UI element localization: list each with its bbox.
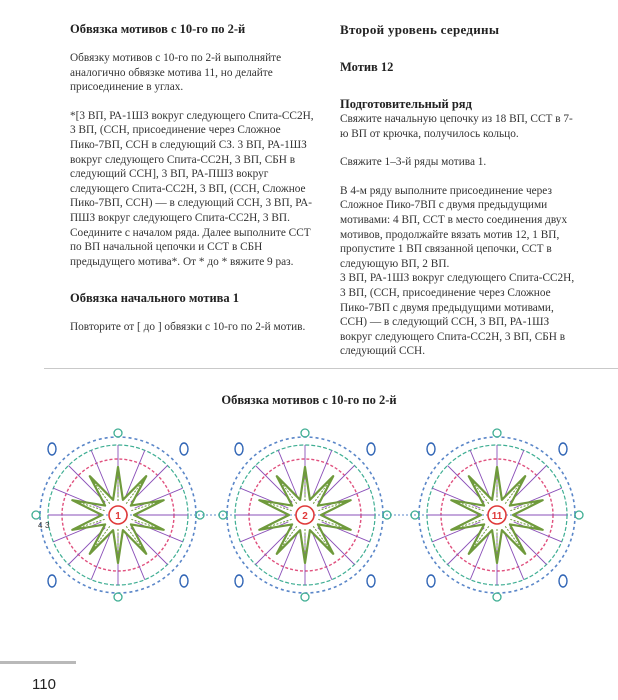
crochet-diagram xyxy=(30,418,590,608)
page-number: 110 xyxy=(32,676,56,693)
corner-picot xyxy=(559,575,567,587)
corner-picot xyxy=(180,575,188,587)
motif-diagram-11 xyxy=(411,429,583,601)
corner-picot xyxy=(559,443,567,455)
section-heading-second-level: Второй уровень середины xyxy=(340,22,500,37)
paragraph-join: 3 ВП, РА-1ШЗ вокруг следующего Спита-СС2Н, 3 ВП, (ССН, присоединение через Сложное Пико-7ВП с двумя предыдущими мотивами, ССН) — в следующий ССН, 3 ВП, РА-1ШЗ вокруг следующего Спита-СС2Н, 3 ВП, СБН в следующий ССН. xyxy=(340,272,575,358)
row-label-4: 4 xyxy=(38,521,43,530)
side-picot xyxy=(114,593,122,601)
diagram-title: Обвязка мотивов с 10-го по 2-й xyxy=(221,393,397,407)
corner-picot xyxy=(48,443,56,455)
paragraph-instructions: *[3 ВП, РА-1ШЗ вокруг следующего Спита-СС2Н, 3 ВП, (ССН, присоединение через Сложное Пико-7ВП, ССН в следующий СЗ. 3 ВП, РА-1ШЗ вокруг следующего Спита-СС2Н, 3 ВП, СБН в следующий ССН], 3 ВП, РА-ПШЗ вокруг следующего Спита-СС2Н, 3 ВП, (ССН, Сложное Пико-7ВП, ССН) — в следующий ССН, 3 ВП, РА-ПШЗ вокруг следующего Спита-СС2Н, 3 ВП. Соедините с началом ряда. Далее выполните ССТ по ВП начальной цепочки и ССТ в СБН предыдущего мотива*. От * до * вяжите 9 раз. xyxy=(70,109,314,268)
corner-picot xyxy=(367,443,375,455)
motif-diagram-1 xyxy=(32,429,204,601)
corner-picot xyxy=(367,575,375,587)
section-heading-initial-motif: Обвязка начального мотива 1 xyxy=(70,291,240,306)
side-picot xyxy=(493,593,501,601)
side-picot xyxy=(575,511,583,519)
footer-bar xyxy=(0,661,76,664)
motif-diagram-2 xyxy=(219,429,391,601)
left-column xyxy=(70,22,320,335)
right-column xyxy=(340,22,580,359)
motif-number-label: 1 xyxy=(115,511,121,522)
motif-number-label: 11 xyxy=(491,511,503,522)
section-heading-joining: Обвязка мотивов с 10-го по 2-й xyxy=(70,22,246,36)
side-picot xyxy=(301,429,309,437)
side-picot xyxy=(32,511,40,519)
paragraph-chain: Свяжите начальную цепочку из 18 ВП, ССТ в 7-ю ВП от крючка, получилось кольцо. xyxy=(340,113,573,140)
paragraph-intro: Обвязку мотивов с 10-го по 2-й выполняйте аналогично обвязке мотива 11, но делайте присоединение в углах. xyxy=(70,52,282,94)
side-picot xyxy=(301,593,309,601)
row-label-3: 3 xyxy=(45,521,50,530)
subheading-motif-12: Мотив 12 xyxy=(340,60,394,74)
corner-picot xyxy=(180,443,188,455)
paragraph-rows: Свяжите 1–3-й ряды мотива 1. xyxy=(340,156,487,169)
motif-number-label: 2 xyxy=(302,511,308,522)
corner-picot xyxy=(427,575,435,587)
side-picot xyxy=(493,429,501,437)
divider-line xyxy=(44,368,618,369)
paragraph-row4: В 4-м ряду выполните присоединение через Сложное Пико-7ВП с двумя предыдущими мотивами: 4 ВП, ССТ в место соединения двух мотивов, продолжайте вязать мотив 12, 1 ВП, пропустите 1 ВП связанной цепочки, ССТ в следующую ВП, 2 ВП. xyxy=(340,184,568,270)
paragraph-repeat: Повторите от [ до ] обвязки с 10-го по 2-й мотив. xyxy=(70,321,306,334)
corner-picot xyxy=(427,443,435,455)
subheading-preparatory-row: Подготовительный ряд xyxy=(340,97,472,111)
side-picot xyxy=(114,429,122,437)
corner-picot xyxy=(48,575,56,587)
corner-picot xyxy=(235,575,243,587)
corner-picot xyxy=(235,443,243,455)
